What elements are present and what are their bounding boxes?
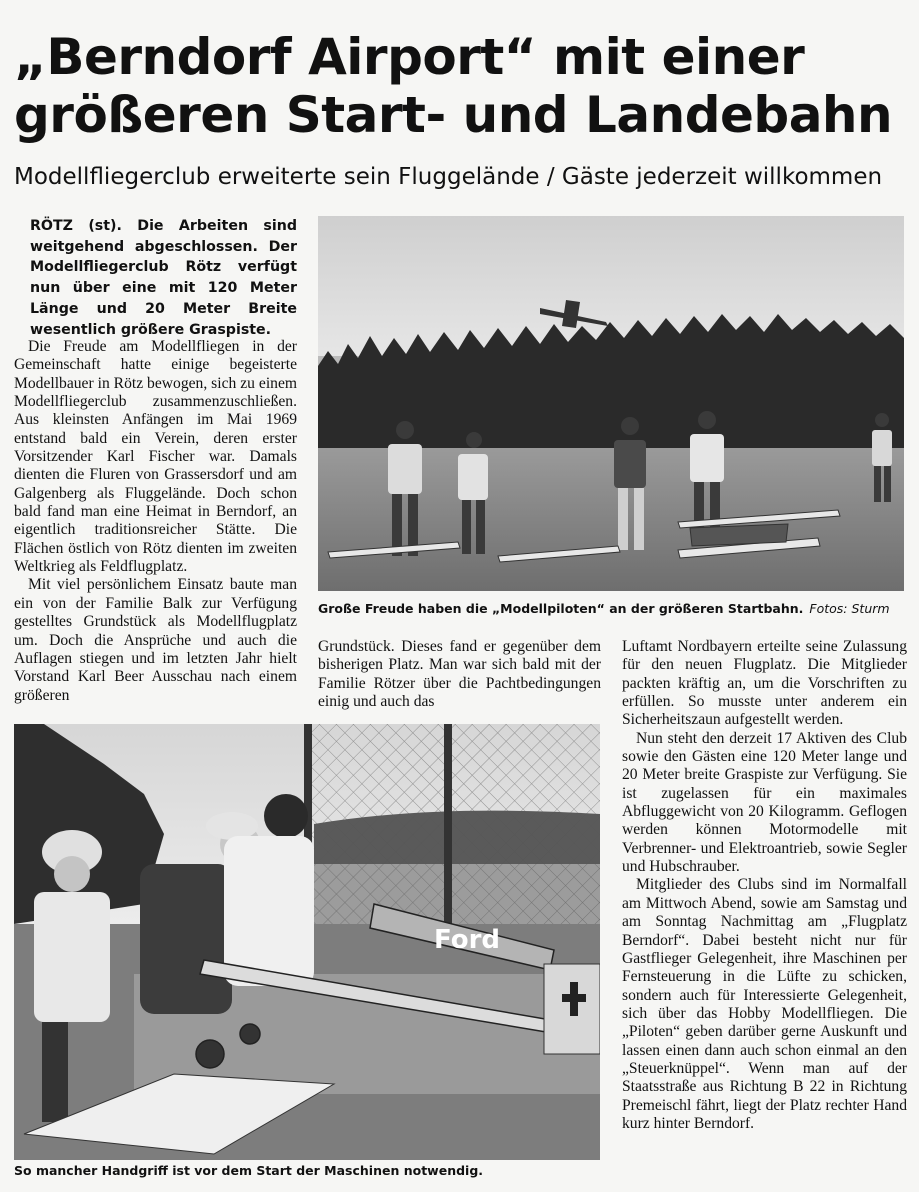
- photo-credit: Fotos: Sturm: [809, 601, 890, 616]
- paragraph: Luftamt Nordbayern erteilte seine Zulassung für den neuen Flugplatz. Die Mitglieder packten kräftig an, um die Vorschriften zu erfüllen. So musste unter anderem ein Sicherheitszaun aufgestellt werden.: [622, 638, 907, 729]
- headline-line-2: größeren Start- und Landebahn: [14, 86, 893, 144]
- photo-preparing-models: [14, 724, 600, 1160]
- bottom-photo-caption: So mancher Handgriff ist vor dem Start der Maschinen notwendig.: [14, 1163, 484, 1178]
- plane-lettering: Ford: [434, 925, 501, 955]
- caption-text: Große Freude haben die „Modellpiloten“ an der größeren Startbahn.: [318, 601, 804, 616]
- paragraph: Mit viel persönlichem Einsatz baute man ein von der Familie Balk zur Verfügung gestelltes Grundstück als Modellflugplatz um. Doch die Ansprüche und auch die Auflagen stiegen und im letzten Jahr hielt Vorstand Karl Beer Ausschau nach einem größeren: [14, 576, 297, 704]
- text-column-3: [622, 638, 907, 1133]
- article-lead: RÖTZ (st). Die Arbeiten sind weitgehend abgeschlossen. Der Modellfliegerclub Rötz verfügt nun über eine mit 120 Meter Länge und 20 Meter Breite wesentlich größere Graspiste.: [30, 218, 297, 338]
- text-column-2: [318, 638, 601, 711]
- paragraph: Die Freude am Modellfliegen in der Gemeinschaft hatte einige begeisterte Modellbauer in Rötz bewogen, sich zu einem Modellfliegerclub zusammenzuschließen. Aus kleinsten Anfängen im Mai 1969 entstand bald ein Verein, deren erster Vorsitzender Karl Fischer war. Damals dienten die Fluren von Grassersdorf und am Galgenberg als Fluggelände. Doch schon bald fand man eine Heimat in Berndorf, an eigentlich traditionsreicher Stätte. Die Flächen östlich von Rötz dienten im zweiten Weltkrieg als Feldflugplatz.: [14, 338, 297, 576]
- text-column-1: [14, 338, 297, 705]
- top-photo-caption: [318, 601, 890, 617]
- article-subheadline: Modellfliegerclub erweiterte sein Fluggelände / Gäste jederzeit willkommen: [14, 164, 883, 190]
- photo-model-pilots: [318, 216, 904, 591]
- article-headline: [14, 28, 909, 144]
- paragraph: Grundstück. Dieses fand er gegenüber dem bisherigen Platz. Man war sich bald mit der Familie Rötzer über die Pachtbedingungen einig und auch das: [318, 638, 601, 711]
- paragraph: Nun steht den derzeit 17 Aktiven des Club sowie den Gästen eine 120 Meter lange und 20 Meter breite Graspiste zur Verfügung. Sie ist zugelassen für ein maximales Abfluggewicht von 20 Kilogramm. Geflogen werden können Motormodelle mit Verbrenner- und Elektroantrieb, sowie Segler und Hubschrauber.: [622, 729, 907, 876]
- headline-line-1: „Berndorf Airport“ mit einer: [14, 28, 805, 86]
- paragraph: Mitglieder des Clubs sind im Normalfall am Mittwoch Abend, sowie am Samstag und am Sonntag Nachmittag am „Flugplatz Berndorf“. Dabei besteht nicht nur für Gastflieger Gelegenheit, ihre Maschinen per Fernsteuerung in die Lüfte zu schicken, sondern auch für Interessierte Gelegenheit, sich über das Hobby Modellfliegen. Die „Piloten“ geben darüber gerne Auskunft und lassen einen dann auch schon einmal an den „Steuerknüppel“. Wenn man auf der Staatsstraße aus Richtung B 22 in Richtung Premeischl fährt, liegt der Platz rechter Hand kurz hinter Berndorf.: [622, 876, 907, 1132]
